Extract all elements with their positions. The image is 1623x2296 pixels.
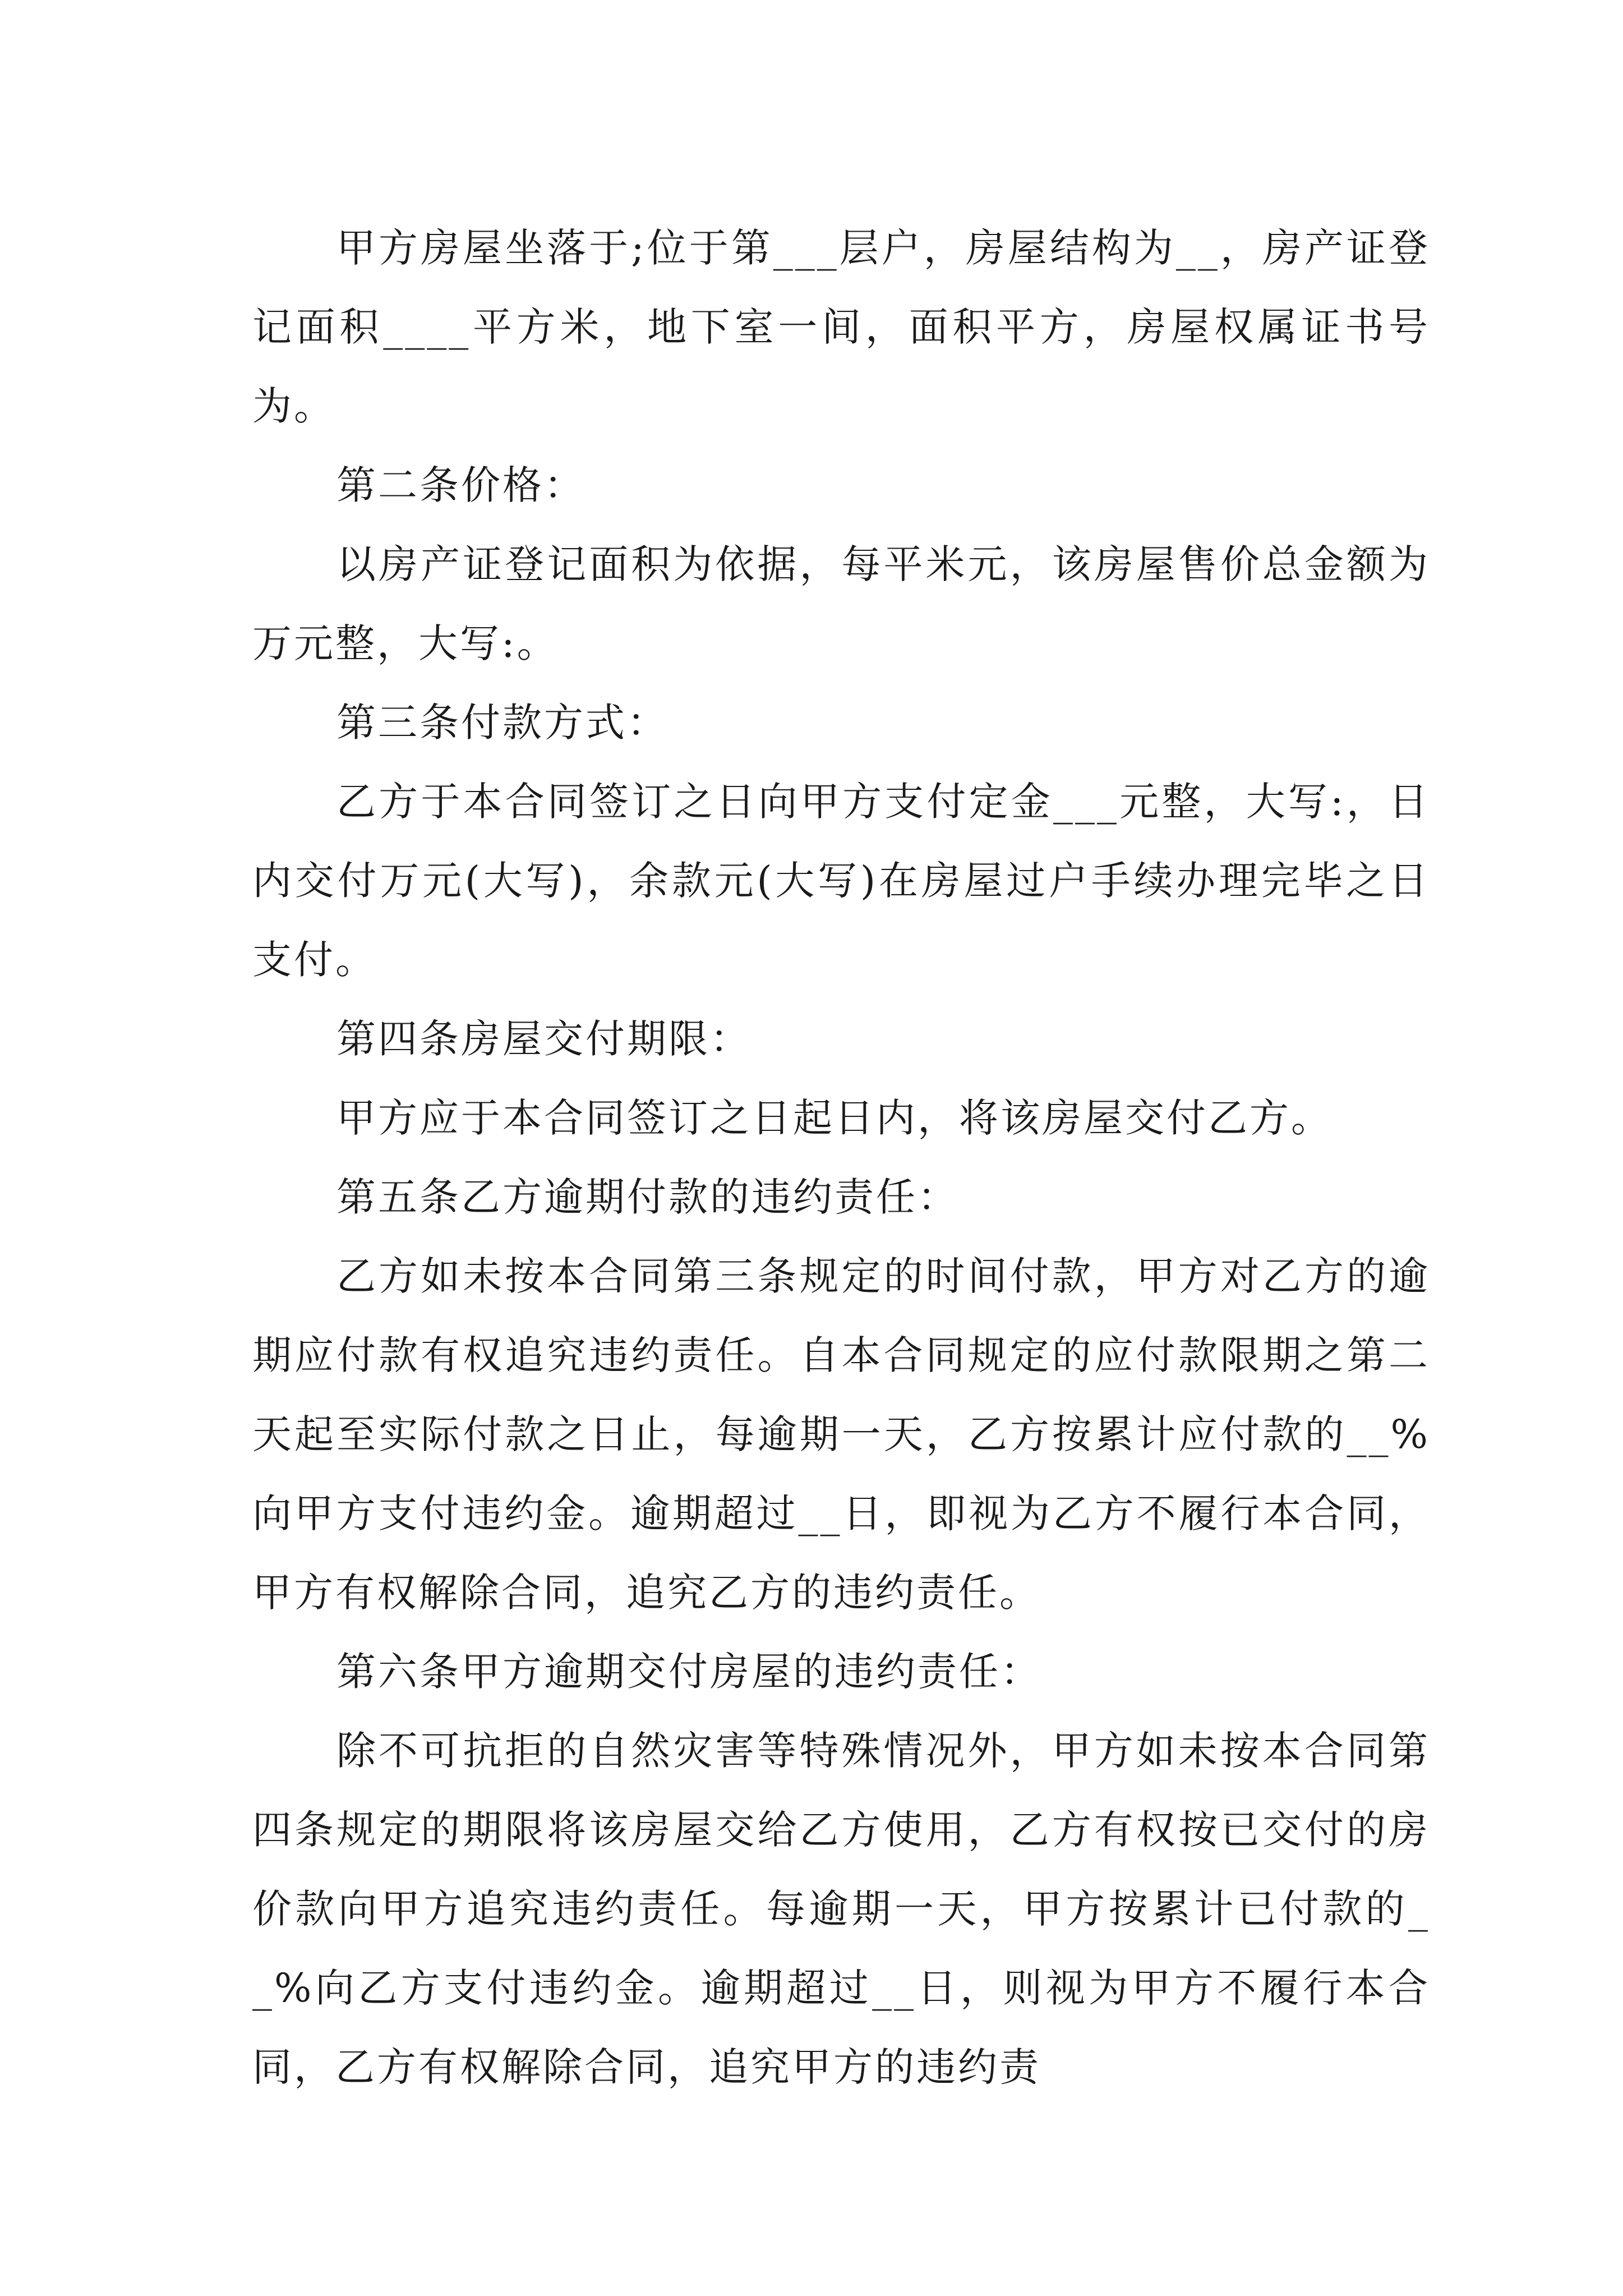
heading-article-5-buyer-liability: 第五条乙方逾期付款的违约责任： <box>336 1174 959 1220</box>
paragraph-delivery: 甲方应于本合同签订之日起日内，将该房屋交付乙方。 <box>336 1095 1332 1141</box>
heading-article-3-payment: 第三条付款方式： <box>336 700 668 746</box>
document-body <box>252 209 1430 2107</box>
paragraph-property-location: 甲方房屋坐落于;位于第___层户，房屋结构为__，房产证登记面积____平方米，地下室一间，面积平方，房屋权属证书号为。 <box>252 225 1430 429</box>
heading-article-6-seller-liability: 第六条甲方逾期交付房屋的违约责任： <box>336 1649 1042 1695</box>
paragraph-price: 以房产证登记面积为依据，每平米元，该房屋售价总金额为万元整，大写:。 <box>252 541 1430 666</box>
heading-article-4-delivery: 第四条房屋交付期限： <box>336 1016 751 1062</box>
paragraph-seller-liability: 除不可抗拒的自然灾害等特殊情况外，甲方如未按本合同第四条规定的期限将该房屋交给乙方使用，乙方有权按已交付的房价款向甲方追究违约责任。每逾期一天，甲方按累计已付款的__%向乙方支付违约金。逾期超过__日，则视为甲方不履行本合同，乙方有权解除合同，追究甲方的违约责 <box>252 1728 1430 2090</box>
paragraph-payment: 乙方于本合同签订之日向甲方支付定金___元整，大写:，日内交付万元(大写)，余款元(大写)在房屋过户手续办理完毕之日支付。 <box>252 779 1430 983</box>
paragraph-buyer-liability: 乙方如未按本合同第三条规定的时间付款，甲方对乙方的逾期应付款有权追究违约责任。自本合同规定的应付款限期之第二天起至实际付款之日止，每逾期一天，乙方按累计应付款的__%向甲方支付违约金。逾期超过__日，即视为乙方不履行本合同，甲方有权解除合同，追究乙方的违约责任。 <box>252 1253 1430 1616</box>
heading-article-2-price: 第二条价格： <box>336 462 585 508</box>
